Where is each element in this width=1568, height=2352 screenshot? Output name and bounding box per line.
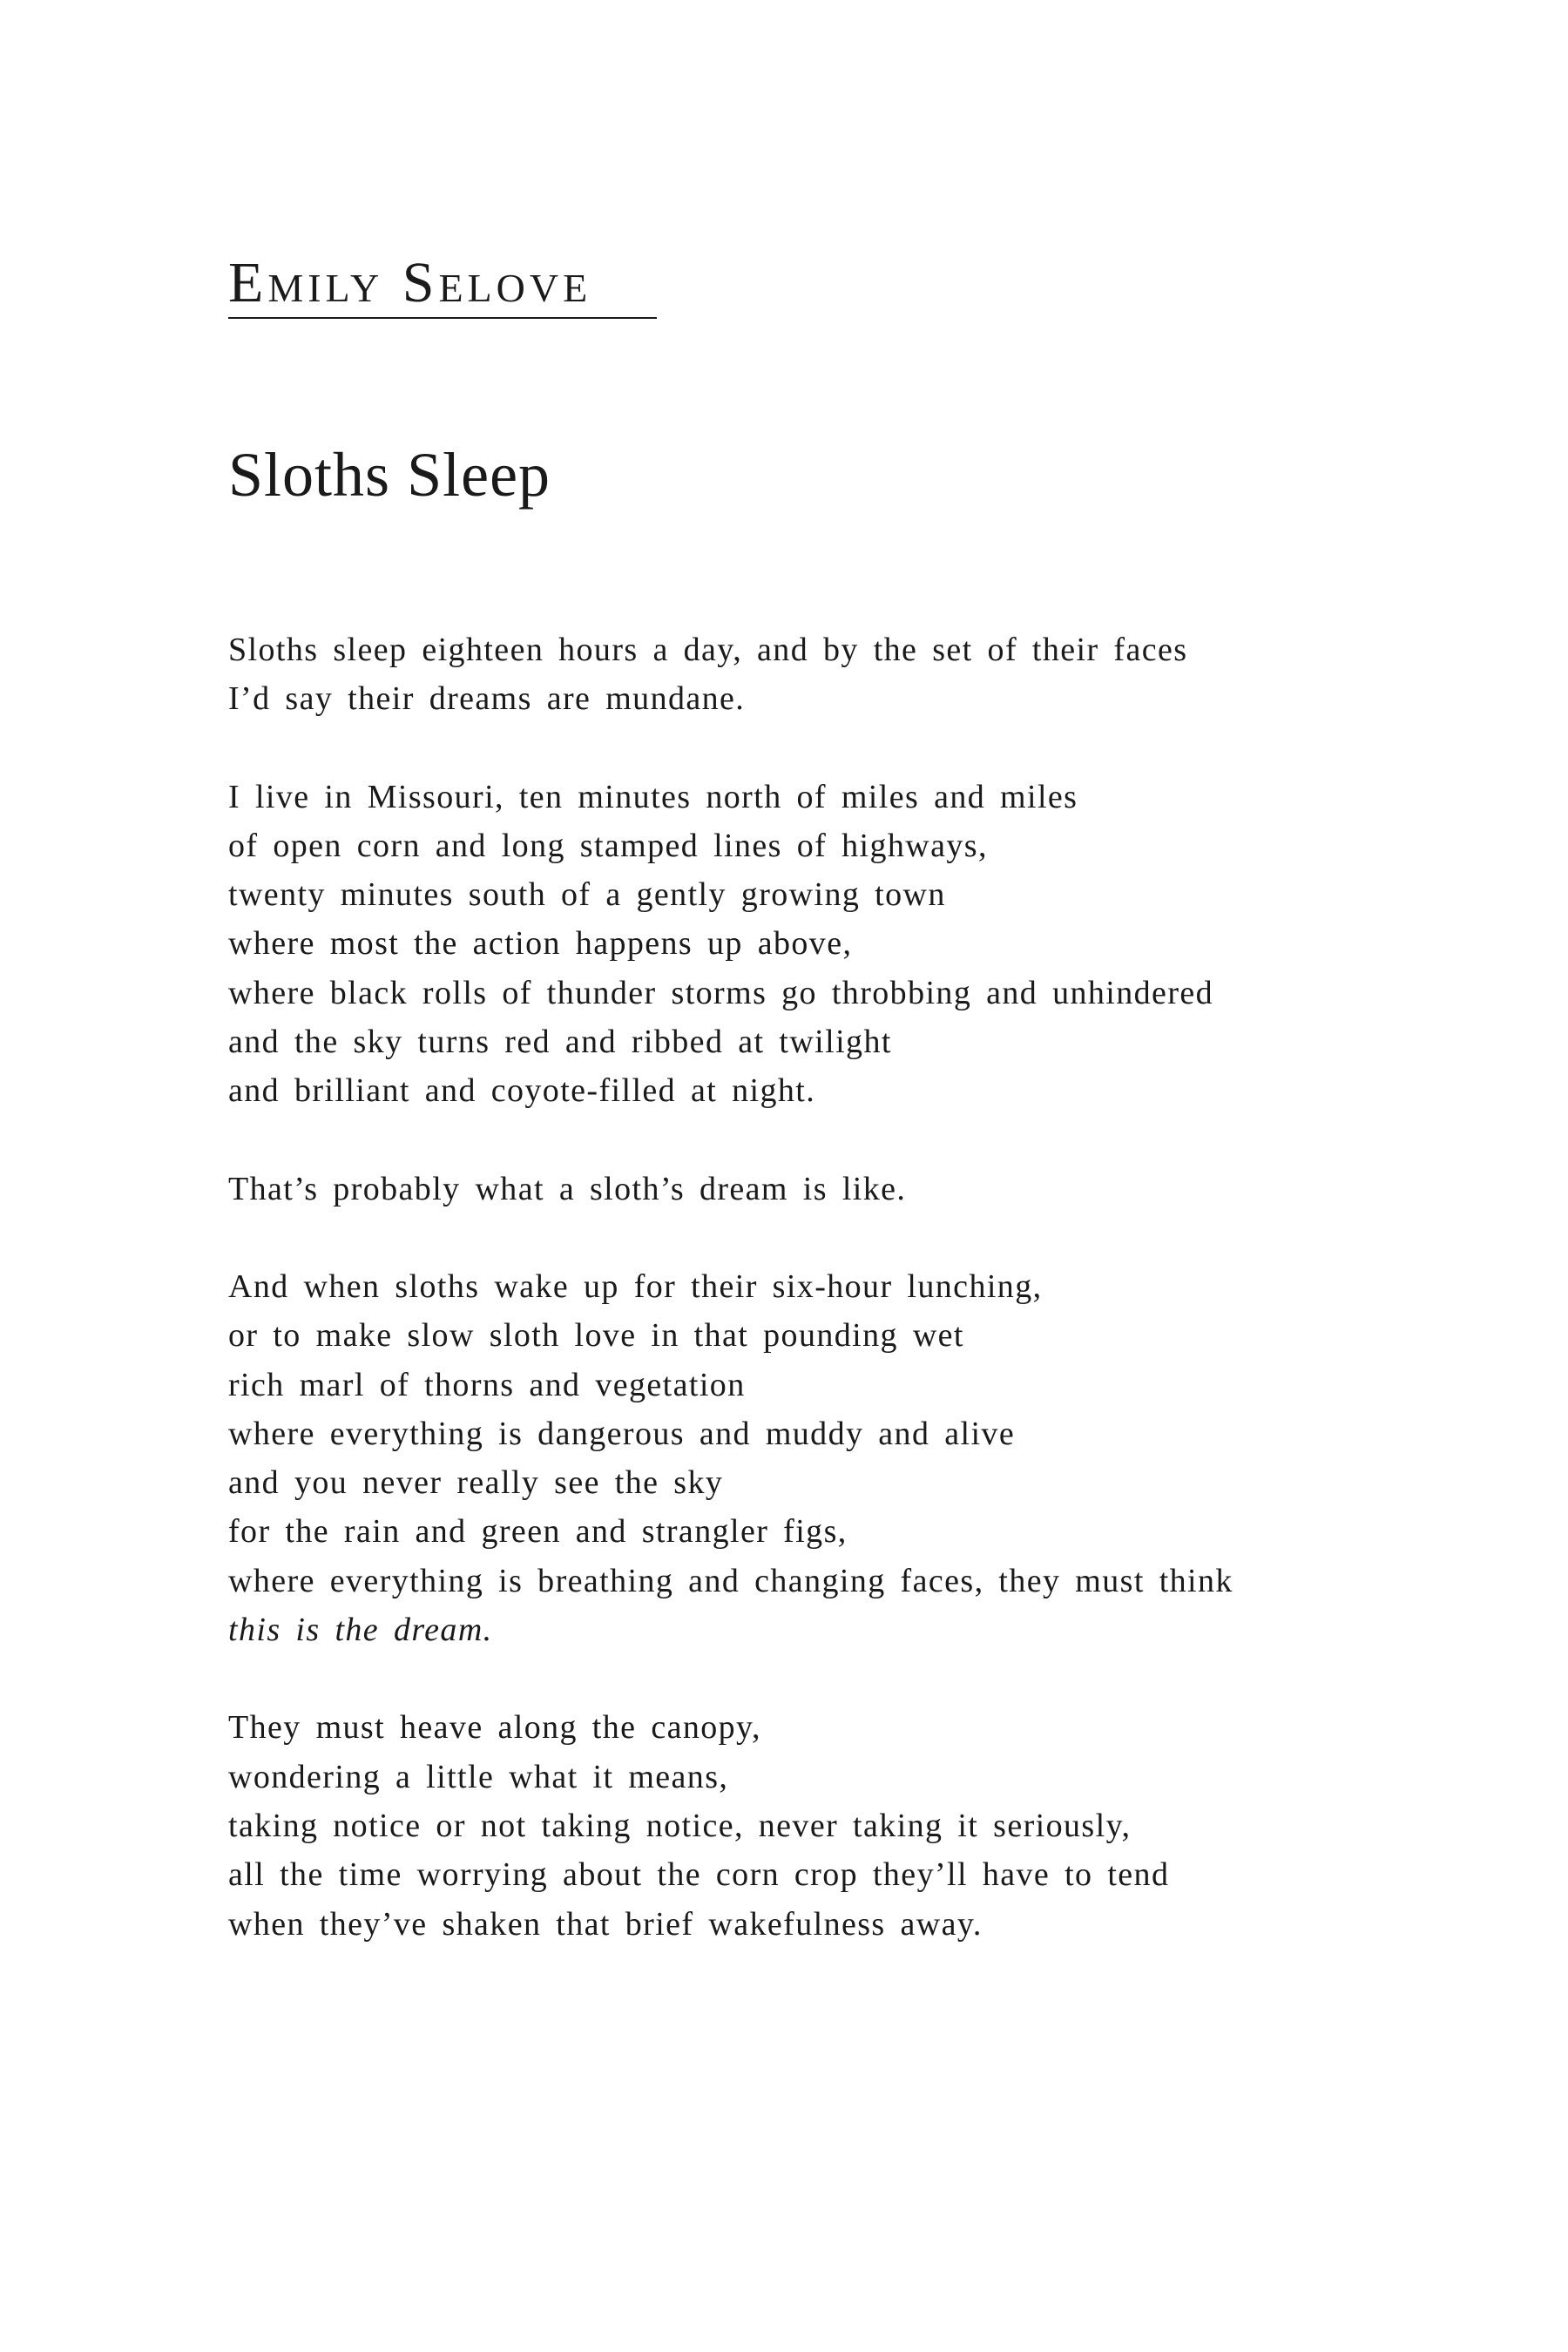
poem-title: Sloths Sleep [228, 440, 551, 510]
poem-line: and brilliant and coyote-filled at night. [228, 1072, 816, 1110]
author-name: Emily Selove [228, 251, 592, 314]
stanza [228, 1262, 1361, 1654]
poem-line: and the sky turns red and ribbed at twilight [228, 1024, 892, 1061]
author-underline [228, 317, 657, 319]
poem-line: or to make slow sloth love in that pounding wet [228, 1317, 964, 1355]
poem-line: That’s probably what a sloth’s dream is like. [228, 1170, 907, 1207]
stanza [228, 773, 1361, 1116]
stanza [228, 1703, 1361, 1948]
stanza [228, 625, 1361, 724]
poem-line: I live in Missouri, ten minutes north of miles and miles [228, 778, 1078, 815]
poem-line: where everything is dangerous and muddy and alive [228, 1415, 1016, 1452]
poem-line: where everything is breathing and changing faces, they must think [228, 1562, 1233, 1599]
poem-line: and you never really see the sky [228, 1464, 724, 1502]
poem-line: for the rain and green and strangler figs, [228, 1513, 848, 1551]
poem-line: rich marl of thorns and vegetation [228, 1366, 746, 1403]
poem-line: They must heave along the canopy, [228, 1709, 761, 1747]
poem-body [228, 625, 1361, 1997]
poem-line: taking notice or not taking notice, never taking it seriously, [228, 1807, 1132, 1844]
poem-line: Sloths sleep eighteen hours a day, and by the set of their faces [228, 632, 1188, 668]
poem-line: I’d say their dreams are mundane. [228, 680, 746, 718]
poem-line: where black rolls of thunder storms go throbbing and unhindered [228, 974, 1214, 1011]
poem-line: where most the action happens up above, [228, 925, 853, 963]
poem-line-italic: this is the dream. [228, 1612, 493, 1649]
poem-line: all the time worrying about the corn crop they’ll have to tend [228, 1856, 1170, 1894]
stanza [228, 1165, 1361, 1213]
poem-line: of open corn and long stamped lines of highways, [228, 827, 988, 864]
poem-line: when they’ve shaken that brief wakefulness away. [228, 1905, 983, 1943]
poem-line: And when sloths wake up for their six-hour lunching, [228, 1267, 1043, 1305]
poem-line: wondering a little what it means, [228, 1758, 729, 1795]
poem-line: twenty minutes south of a gently growing town [228, 876, 946, 914]
